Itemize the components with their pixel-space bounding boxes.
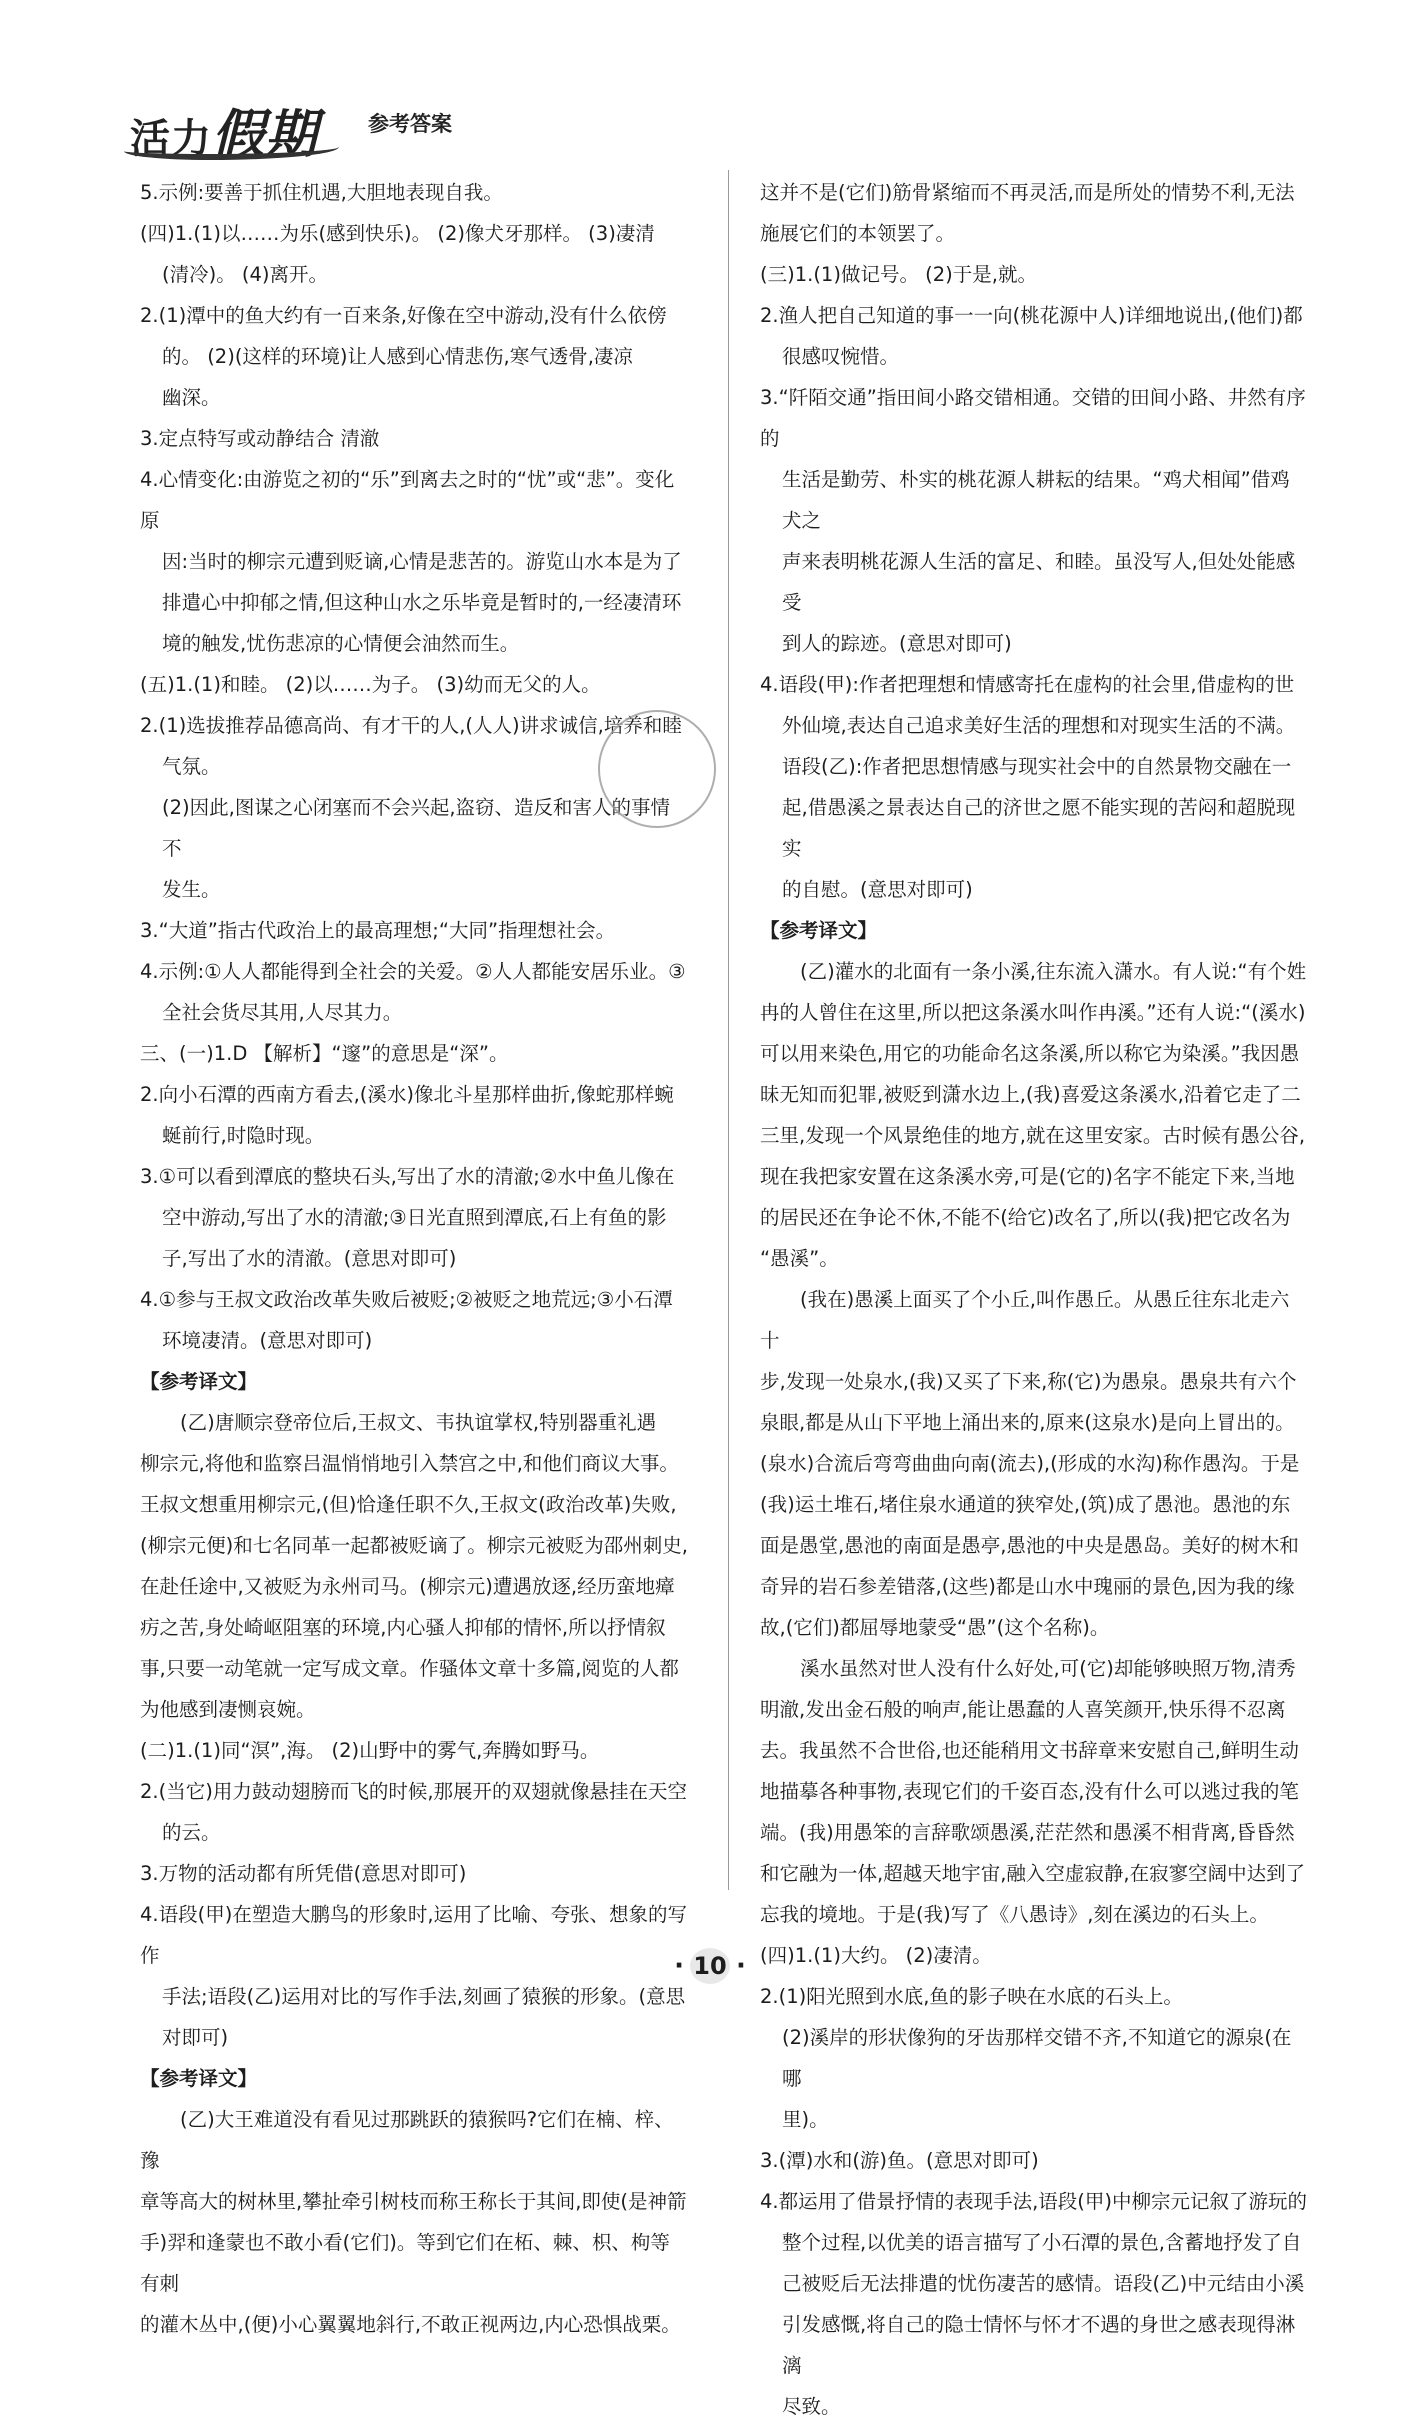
answer-line: 2.(1)潭中的鱼大约有一百来条,好像在空中游动,没有什么依傍 — [140, 304, 667, 327]
answer-line: 在赴任途中,又被贬为永州司马。(柳宗元)遭遇放逐,经历蛮地瘴 — [140, 1575, 675, 1598]
answer-line: 5.示例:要善于抓住机遇,大胆地表现自我。 — [140, 181, 503, 204]
answer-line: 4.语段(甲)在塑造大鹏鸟的形象时,运用了比喻、夸张、想象的写作 — [140, 1903, 688, 1967]
answer-line: 2.(1)选拔推荐品德高尚、有才干的人,(人人)讲求诚信,培养和睦 — [140, 714, 682, 737]
answer-line: 事,只要一动笔就一定写成文章。作骚体文章十多篇,阅览的人都 — [140, 1657, 679, 1680]
answer-line: 地描摹各种事物,表现它们的千姿百态,没有什么可以逃过我的笔 — [760, 1780, 1299, 1803]
answer-line: 的居民还在争论不休,不能不(给它)改名了,所以(我)把它改名为 — [760, 1206, 1291, 1229]
answer-line: 现在我把家安置在这条溪水旁,可是(它的)名字不能定下来,当地 — [760, 1165, 1295, 1188]
answer-line: 排遣心中抑郁之情,但这种山水之乐毕竟是暂时的,一经凄清环 — [162, 591, 682, 614]
answer-line: 这并不是(它们)筋骨紧缩而不再灵活,而是所处的情势不利,无法 — [760, 181, 1295, 204]
answer-line: 生活是勤劳、朴实的桃花源人耕耘的结果。“鸡犬相闻”借鸡犬之 — [782, 468, 1290, 532]
answer-line: 子,写出了水的清澈。(意思对即可) — [162, 1247, 457, 1270]
answer-line: 4.心情变化:由游览之初的“乐”到离去之时的“忧”或“悲”。变化原 — [140, 468, 675, 532]
answer-line: 2.(当它)用力鼓动翅膀而飞的时候,那展开的双翅就像悬挂在天空 — [140, 1780, 688, 1803]
answer-line: (清冷)。 (4)离开。 — [162, 263, 329, 286]
answer-line: 空中游动,写出了水的清澈;③日光直照到潭底,石上有鱼的影 — [162, 1206, 667, 1229]
answer-line: 【参考译文】 — [140, 1370, 258, 1393]
answer-line: 语段(乙):作者把思想情感与现实社会中的自然景物交融在一 — [782, 755, 1292, 778]
answer-line: 3.(潭)水和(游)鱼。(意思对即可) — [760, 2149, 1039, 2172]
answer-line: 起,借愚溪之景表达自己的济世之愿不能实现的苦闷和超脱现实 — [782, 796, 1296, 860]
page-number-value: 10 — [690, 1948, 730, 1984]
answer-line: 外仙境,表达自己追求美好生活的理想和对现实生活的不满。 — [782, 714, 1296, 737]
answer-line: 3.①可以看到潭底的整块石头,写出了水的清澈;②水中鱼儿像在 — [140, 1165, 675, 1188]
page-number — [655, 1948, 765, 1994]
answer-line: 很感叹惋惜。 — [782, 345, 900, 368]
answer-line: 手法;语段(乙)运用对比的写作手法,刻画了猿猴的形象。(意思 — [162, 1985, 686, 2008]
page-number-dot-right: · — [736, 1951, 746, 1981]
answer-line: 疠之苦,身处崎岖阻塞的环境,内心骚人抑郁的情怀,所以抒情叙 — [140, 1616, 666, 1639]
answer-line: 【参考译文】 — [760, 919, 878, 942]
answer-line: 引发感慨,将自己的隐士情怀与怀才不遇的身世之感表现得淋漓 — [782, 2313, 1296, 2377]
answer-line: 施展它们的本领罢了。 — [760, 222, 956, 245]
answer-line: 的自慰。(意思对即可) — [782, 878, 973, 901]
answer-line: 章等高大的树林里,攀扯牵引树枝而称王称长于其间,即使(是神箭 — [140, 2190, 687, 2213]
answer-line: 昧无知而犯罪,被贬到潇水边上,(我)喜爱这条溪水,沿着它走了二 — [760, 1083, 1301, 1106]
answer-line: 2.渔人把自己知道的事一一向(桃花源中人)详细地说出,(他们)都 — [760, 304, 1303, 327]
answer-line: (三)1.(1)做记号。 (2)于是,就。 — [760, 263, 1037, 286]
answer-line: (我)运土堆石,堵住泉水通道的狭窄处,(筑)成了愚池。愚池的东 — [760, 1493, 1291, 1516]
answer-line: 幽深。 — [162, 386, 221, 409]
answer-line: (四)1.(1)以……为乐(感到快乐)。 (2)像犬牙那样。 (3)凄清 — [140, 222, 655, 245]
answer-line: (2)因此,图谋之心闭塞而不会兴起,盗窃、造反和害人的事情不 — [162, 796, 671, 860]
answer-line: 为他感到凄恻哀婉。 — [140, 1698, 316, 1721]
answer-line: 三里,发现一个风景绝佳的地方,就在这里安家。古时候有愚公谷, — [760, 1124, 1306, 1147]
answer-line: 环境凄清。(意思对即可) — [162, 1329, 373, 1352]
answer-line: 3.“阡陌交通”指田间小路交错相通。交错的田间小路、井然有序的 — [760, 386, 1306, 450]
answer-line: 己被贬后无法排遣的忧伤凄苦的感情。语段(乙)中元结由小溪 — [782, 2272, 1305, 2295]
answer-line: 的云。 — [162, 1821, 221, 1844]
answer-line: 到人的踪迹。(意思对即可) — [782, 632, 1012, 655]
answer-line: (泉水)合流后弯弯曲曲向南(流去),(形成的水沟)称作愚沟。于是 — [760, 1452, 1300, 1475]
page-header — [130, 92, 1310, 165]
answer-line: 气氛。 — [162, 755, 221, 778]
answer-line: (二)1.(1)同“溟”,海。 (2)山野中的雾气,奔腾如野马。 — [140, 1739, 600, 1762]
answer-line: 发生。 — [162, 878, 221, 901]
answer-line: 4.语段(甲):作者把理想和情感寄托在虚构的社会里,借虚构的世 — [760, 673, 1295, 696]
answer-line: 溪水虽然对世人没有什么好处,可(它)却能够映照万物,清秀 — [800, 1657, 1296, 1680]
answer-line: 可以用来染色,用它的功能命名这条溪,所以称它为染溪。”我因愚 — [760, 1042, 1300, 1065]
answer-line: 4.都运用了借景抒情的表现手法,语段(甲)中柳宗元记叙了游玩的 — [760, 2190, 1308, 2213]
section-title: 参考答案 — [368, 112, 452, 136]
answer-line: (乙)唐顺宗登帝位后,王叔文、韦执谊掌权,特别器重礼遇 — [180, 1411, 657, 1434]
answer-line: 尽致。 — [782, 2395, 841, 2418]
right-column — [760, 172, 1308, 2427]
answer-line: 【参考译文】 — [140, 2067, 258, 2090]
answer-line: 蜒前行,时隐时现。 — [162, 1124, 325, 1147]
answer-line: 对即可) — [162, 2026, 229, 2049]
answer-line: 4.示例:①人人都能得到全社会的关爱。②人人都能安居乐业。③ — [140, 960, 686, 983]
answer-line: 3.万物的活动都有所凭借(意思对即可) — [140, 1862, 467, 1885]
answer-line: 故,(它们)都屈辱地蒙受“愚”(这个名称)。 — [760, 1616, 1110, 1639]
answer-line: 忘我的境地。于是(我)写了《八愚诗》,刻在溪边的石头上。 — [760, 1903, 1269, 1926]
answer-line: 4.①参与王叔文政治改革失败后被贬;②被贬之地荒远;③小石潭 — [140, 1288, 673, 1311]
answer-line: (2)溪岸的形状像狗的牙齿那样交错不齐,不知道它的源泉(在哪 — [782, 2026, 1292, 2090]
answer-line: 端。(我)用愚笨的言辞歌颂愚溪,茫茫然和愚溪不相背离,昏昏然 — [760, 1821, 1295, 1844]
column-divider — [728, 170, 729, 1890]
answer-line: 因:当时的柳宗元遭到贬谪,心情是悲苦的。游览山水本是为了 — [162, 550, 682, 573]
left-column — [140, 172, 688, 2345]
answer-line: (乙)灌水的北面有一条小溪,往东流入潇水。有人说:“有个姓 — [800, 960, 1307, 983]
answer-line: (五)1.(1)和睦。 (2)以……为子。 (3)幼而无父的人。 — [140, 673, 601, 696]
answer-line: 三、(一)1.D 【解析】“邃”的意思是“深”。 — [140, 1042, 509, 1065]
answer-line: 手)羿和逢蒙也不敢小看(它们)。等到它们在柘、棘、枳、枸等有刺 — [140, 2231, 670, 2295]
answer-line: 3.定点特写或动静结合 清澈 — [140, 427, 380, 450]
answer-line: 步,发现一处泉水,(我)又买了下来,称(它)为愚泉。愚泉共有六个 — [760, 1370, 1297, 1393]
answer-line: 面是愚堂,愚池的南面是愚亭,愚池的中央是愚岛。美好的树木和 — [760, 1534, 1299, 1557]
answer-line: 和它融为一体,超越天地宇宙,融入空虚寂静,在寂寥空阔中达到了 — [760, 1862, 1306, 1885]
answer-line: 明澈,发出金石般的响声,能让愚蠢的人喜笑颜开,快乐得不忍离 — [760, 1698, 1286, 1721]
answer-line: 声来表明桃花源人生活的富足、和睦。虽没写人,但处处能感受 — [782, 550, 1296, 614]
answer-line: 柳宗元,将他和监察吕温悄悄地引入禁宫之中,和他们商议大事。 — [140, 1452, 679, 1475]
page-number-dot-left: · — [674, 1951, 684, 1981]
answer-line: 2.向小石潭的西南方看去,(溪水)像北斗星那样曲折,像蛇那样蜿 — [140, 1083, 674, 1106]
answer-line: 3.“大道”指古代政治上的最高理想;“大同”指理想社会。 — [140, 919, 616, 942]
logo-text-big: 假期 — [212, 104, 319, 165]
answer-line: 全社会货尽其用,人尽其力。 — [162, 1001, 403, 1024]
answer-line: 里)。 — [782, 2108, 829, 2131]
watermark-stamp — [598, 710, 716, 828]
answer-line: 冉的人曾住在这里,所以把这条溪水叫作冉溪。”还有人说:“(溪水) — [760, 1001, 1306, 1024]
answer-line: 的。 (2)(这样的环境)让人感到心情悲伤,寒气透骨,凄凉 — [162, 345, 633, 368]
answer-line: 王叔文想重用柳宗元,(但)恰逢任职不久,王叔文(政治改革)失败, — [140, 1493, 677, 1516]
answer-line: (四)1.(1)大约。 (2)凄清。 — [760, 1944, 992, 1967]
answer-line: (柳宗元便)和七名同革一起都被贬谪了。柳宗元被贬为邵州刺史, — [140, 1534, 688, 1557]
answer-line: “愚溪”。 — [760, 1247, 839, 1270]
answer-line: 境的触发,忧伤悲凉的心情便会油然而生。 — [162, 632, 520, 655]
answer-line: 泉眼,都是从山下平地上涌出来的,原来(这泉水)是向上冒出的。 — [760, 1411, 1295, 1434]
answer-line: (我在)愚溪上面买了个小丘,叫作愚丘。从愚丘往东北走六十 — [760, 1288, 1290, 1352]
answer-line: 奇异的岩石参差错落,(这些)都是山水中瑰丽的景色,因为我的缘 — [760, 1575, 1295, 1598]
answer-line: 的灌木丛中,(便)小心翼翼地斜行,不敢正视两边,内心恐惧战栗。 — [140, 2313, 681, 2336]
logo-text: 活力 — [130, 115, 212, 162]
answer-line: (乙)大王难道没有看见过那跳跃的猿猴吗?它们在楠、梓、豫 — [140, 2108, 674, 2172]
answer-line: 整个过程,以优美的语言描写了小石潭的景色,含蓄地抒发了自 — [782, 2231, 1302, 2254]
answer-line: 去。我虽然不合世俗,也还能稍用文书辞章来安慰自己,鲜明生动 — [760, 1739, 1299, 1762]
answer-line: 2.(1)阳光照到水底,鱼的影子映在水底的石头上。 — [760, 1985, 1183, 2008]
